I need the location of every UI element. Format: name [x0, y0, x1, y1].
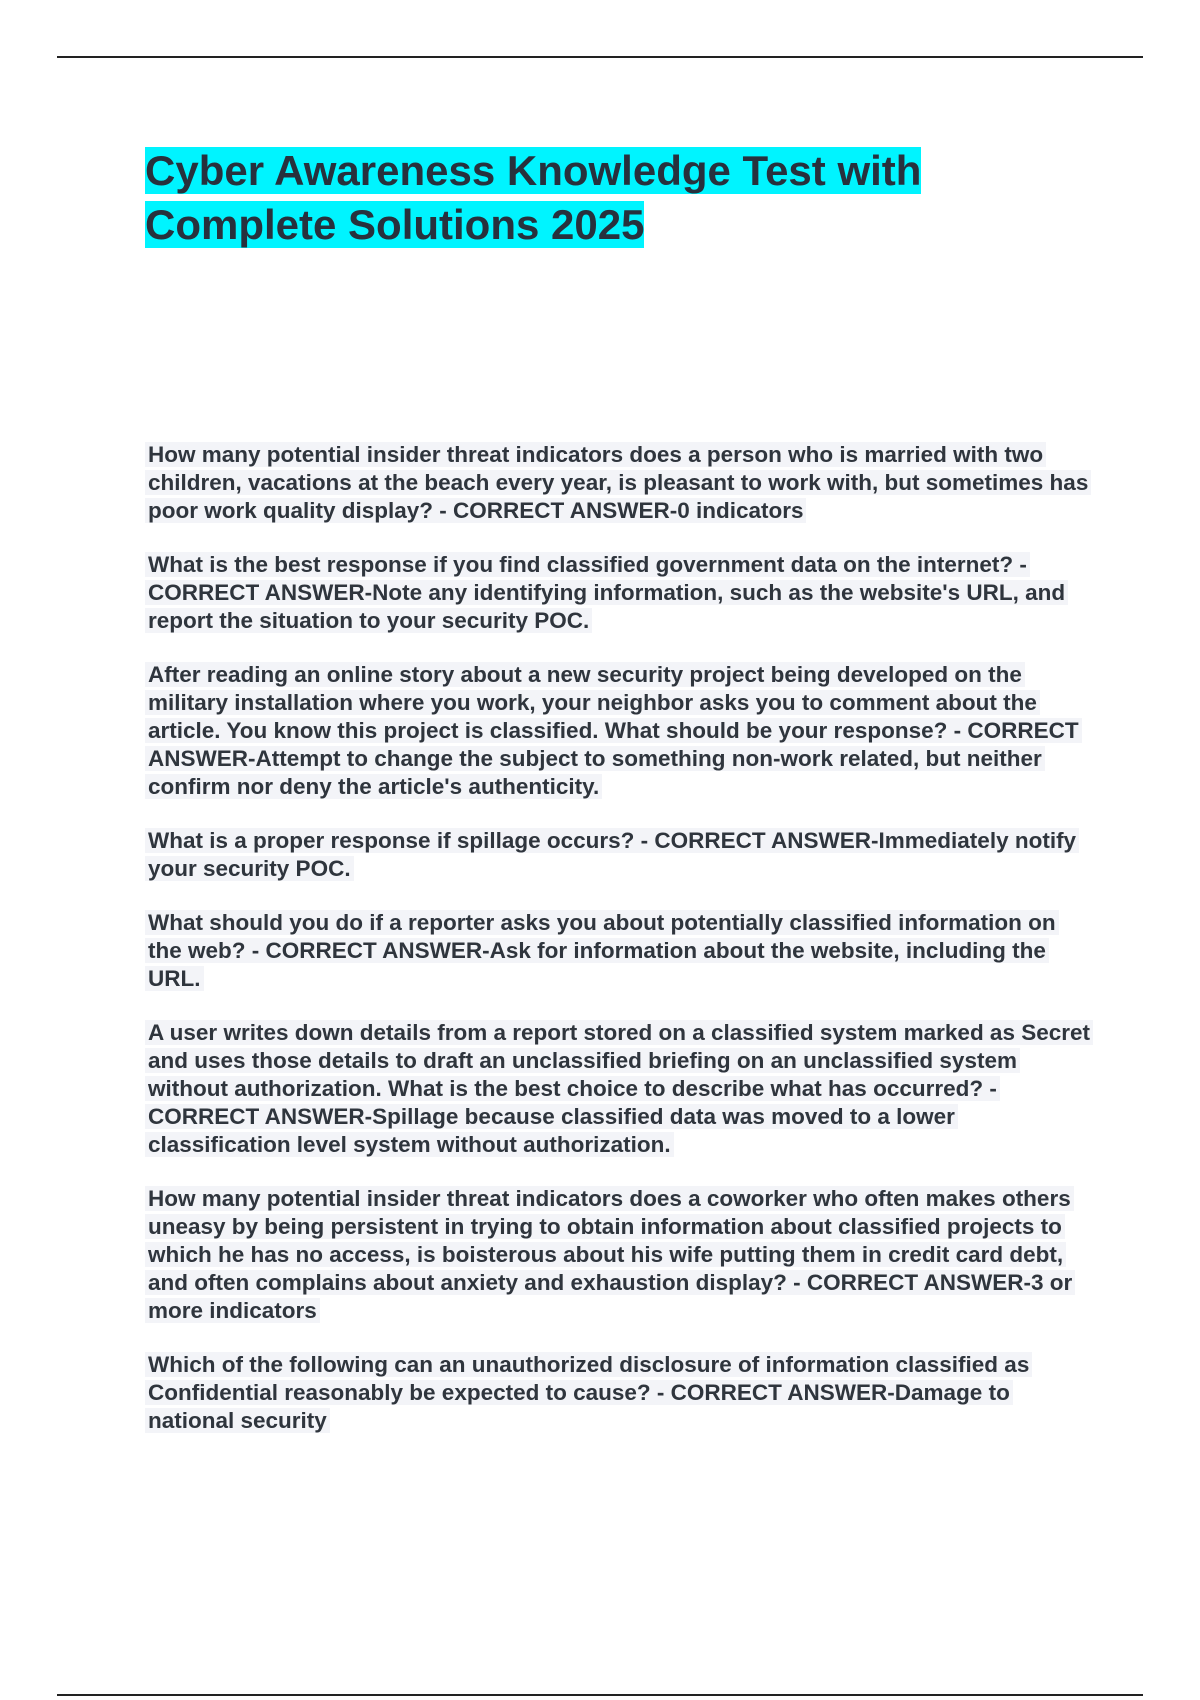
qa-item-text: What is the best response if you find classified government data on the internet? - CORRECT ANSWER-Note any identifying information, such as the website's URL, and report the situation to your security POC.	[145, 552, 1068, 633]
qa-item-text: How many potential insider threat indicators does a person who is married with two children, vacations at the beach every year, is pleasant to work with, but sometimes has poor work quality display? - CORRECT ANSWER-0 indicators	[145, 442, 1091, 523]
qa-item	[145, 909, 1090, 993]
qa-item	[145, 441, 1090, 525]
qa-item-text: What should you do if a reporter asks you about potentially classified information on the web? - CORRECT ANSWER-Ask for information about the website, including the URL.	[145, 910, 1059, 991]
top-rule	[57, 56, 1143, 58]
qa-item	[145, 551, 1090, 635]
document-title-text: Cyber Awareness Knowledge Test with Complete Solutions 2025	[145, 147, 922, 248]
qa-item-text: How many potential insider threat indicators does a coworker who often makes others uneasy by being persistent in trying to obtain information about classified projects to which he has no access, is boisterous about his wife putting them in credit card debt, and often complains about anxiety and exhaustion display? - CORRECT ANSWER-3 or more indicators	[145, 1186, 1075, 1323]
qa-list	[145, 441, 1090, 1461]
qa-item	[145, 1351, 1090, 1435]
document-title	[145, 144, 1045, 252]
qa-item	[145, 1185, 1090, 1325]
qa-item-text: After reading an online story about a new security project being developed on the military installation where you work, your neighbor asks you to comment about the article. You know this project is classified. What should be your response? - CORRECT ANSWER-Attempt to change the subject to something non-work related, but neither confirm nor deny the article's authenticity.	[145, 662, 1082, 799]
bottom-rule	[57, 1694, 1143, 1696]
qa-item	[145, 1019, 1090, 1159]
qa-item	[145, 661, 1090, 801]
qa-item-text: A user writes down details from a report stored on a classified system marked as Secret and uses those details to draft an unclassified briefing on an unclassified system without authorization. What is the best choice to describe what has occurred? - CORRECT ANSWER-Spillage because classified data was moved to a lower classification level system without authorization.	[145, 1020, 1093, 1157]
qa-item-text: What is a proper response if spillage occurs? - CORRECT ANSWER-Immediately notify your security POC.	[145, 828, 1079, 881]
qa-item	[145, 827, 1090, 883]
qa-item-text: Which of the following can an unauthorized disclosure of information classified as Confidential reasonably be expected to cause? - CORRECT ANSWER-Damage to national security	[145, 1352, 1032, 1433]
